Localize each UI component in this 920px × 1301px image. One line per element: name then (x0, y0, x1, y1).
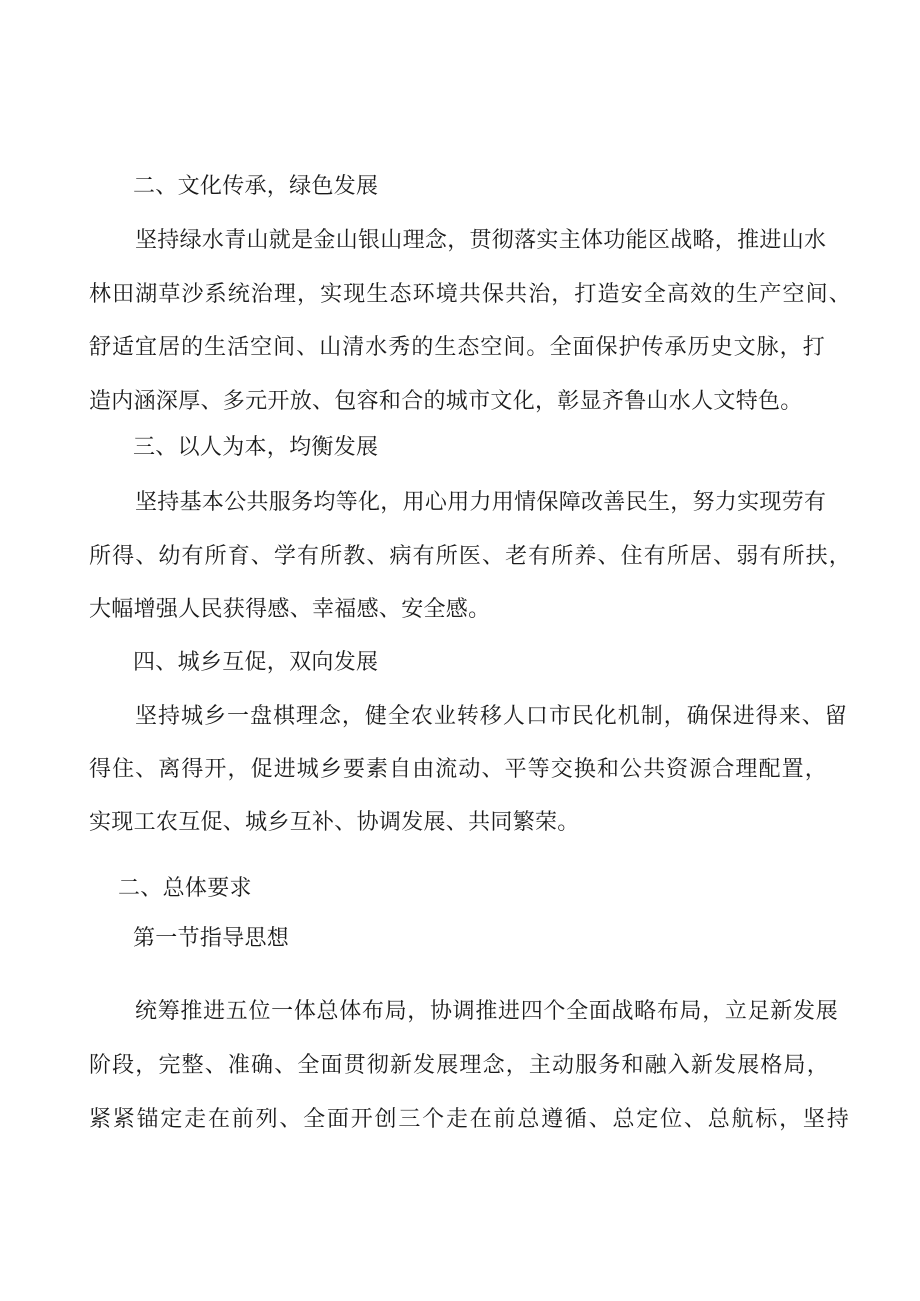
paragraph-line: 坚持城乡一盘棋理念，健全农业转移人口市民化机制，确保进得来、留 (135, 704, 847, 729)
paragraph-line: 大幅增强人民获得感、幸福感、安全感。 (89, 597, 491, 622)
paragraph-line: 紧紧锚定走在前列、全面开创三个走在前总遵循、总定位、总航标，坚持 (89, 1107, 849, 1132)
subsection-title-guiding-ideology: 第一节指导思想 (133, 926, 290, 951)
paragraph-line: 所得、幼有所育、学有所教、病有所医、老有所养、住有所居、弱有所扶， (89, 544, 851, 569)
paragraph-line: 舒适宜居的生活空间、山清水秀的生态空间。全面保护传承历史文脉，打 (89, 335, 825, 360)
section-title-overall-requirements: 二、总体要求 (118, 876, 252, 901)
paragraph-line: 阶段，完整、准确、全面贯彻新发展理念，主动服务和融入新发展格局， (89, 1053, 829, 1078)
paragraph-line: 坚持基本公共服务均等化，用心用力用情保障改善民生，努力实现劳有 (135, 490, 827, 515)
paragraph-line: 实现工农互促、城乡互补、协调发展、共同繁荣。 (89, 810, 580, 835)
paragraph-line: 统筹推进五位一体总体布局，协调推进四个全面战略布局，立足新发展 (135, 999, 838, 1024)
paragraph-line: 得住、离得开，促进城乡要素自由流动、平等交换和公共资源合理配置， (89, 757, 827, 782)
paragraph-line: 林田湖草沙系统治理，实现生态环境共保共治，打造安全高效的生产空间、 (89, 282, 851, 307)
heading-urban-rural: 四、城乡互促，双向发展 (133, 650, 379, 675)
heading-people-oriented: 三、以人为本，均衡发展 (133, 435, 379, 460)
paragraph-line: 造内涵深厚、多元开放、包容和合的城市文化，彰显齐鲁山水人文特色。 (89, 389, 803, 414)
heading-culture-green: 二、文化传承，绿色发展 (133, 174, 379, 199)
paragraph-line: 坚持绿水青山就是金山银山理念，贯彻落实主体功能区战略，推进山水 (135, 228, 827, 253)
